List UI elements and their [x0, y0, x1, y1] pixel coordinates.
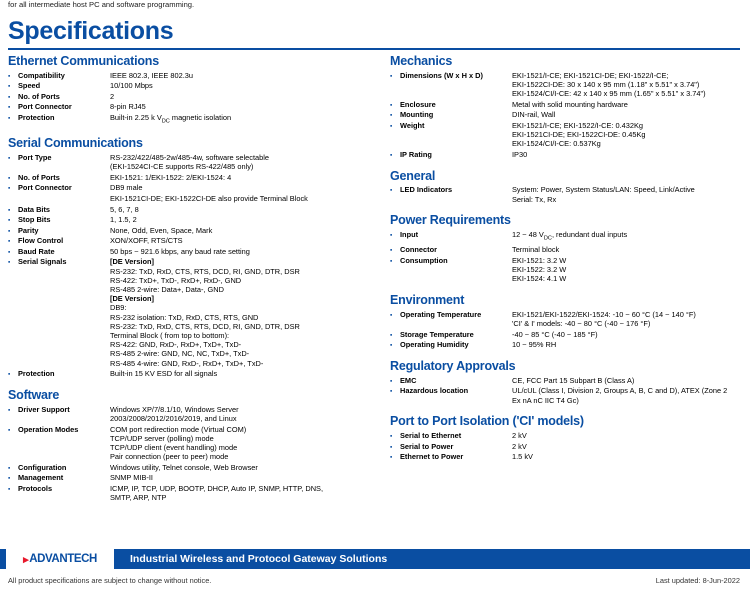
section-serial-communications [8, 136, 378, 379]
spec-label: Driver Support [18, 404, 70, 414]
spec-row [8, 424, 378, 462]
spec-row [390, 430, 742, 441]
spec-label: Dimensions (W x H x D) [400, 70, 483, 80]
spec-label: No. of Ports [18, 91, 60, 101]
spec-label: Port Connector [18, 183, 72, 193]
spec-value: XON/XOFF, RTS/CTS [110, 236, 183, 246]
section-port-to-port-isolation-ci-models [390, 414, 742, 462]
section-heading: Port to Port Isolation ('CI' models) [390, 414, 584, 429]
spec-row [8, 172, 378, 183]
spec-row [390, 245, 742, 256]
bullet-icon: ▪ [8, 174, 11, 182]
bullet-icon: ▪ [8, 104, 11, 112]
spec-label: Speed [18, 81, 41, 91]
spec-label: Input [400, 230, 419, 240]
bullet-icon: ▪ [390, 232, 393, 240]
spec-label: Weight [400, 120, 425, 130]
spec-row [8, 70, 378, 81]
spec-label: Storage Temperature [400, 329, 474, 339]
spec-value: DIN-rail, Wall [512, 110, 556, 120]
spec-value: 1, 1.5, 2 [110, 215, 137, 225]
bullet-icon: ▪ [8, 185, 11, 193]
spec-row [390, 375, 742, 386]
spec-label: Flow Control [18, 236, 64, 246]
spec-label: Connector [400, 245, 437, 255]
spec-value: 8-pin RJ45 [110, 102, 146, 112]
spec-label: Serial to Ethernet [400, 431, 462, 441]
bullet-icon: ▪ [8, 371, 11, 379]
spec-row [390, 309, 742, 329]
spec-table [390, 70, 742, 160]
bullet-icon: ▪ [390, 331, 393, 339]
spec-label: Port Type [18, 153, 52, 163]
spec-value: EKI-1521/EKI-1522/EKI-1524: -10 ~ 60 °C (14 ~ 140 °F) 'CI' & I' models: -40 ~ 80 °C (-40 ~ 176 °F) [512, 309, 696, 328]
footer-disclaimer: All product specifications are subject to change without notice. [8, 576, 212, 585]
spec-row [8, 462, 378, 473]
bullet-icon: ▪ [8, 72, 11, 80]
page-title: Specifications [8, 17, 174, 45]
bullet-icon: ▪ [390, 122, 393, 130]
spec-value: None, Odd, Even, Space, Mark [110, 225, 213, 235]
spec-value: UL/cUL (Class I, Division 2, Groups A, B, C and D), ATEX (Zone 2 Ex nA nC IIC T4 Gc) [512, 386, 728, 405]
spec-row [8, 483, 378, 503]
spec-row [8, 214, 378, 225]
spec-row [390, 386, 742, 406]
bullet-icon: ▪ [8, 217, 11, 225]
section-general [390, 169, 742, 205]
section-heading: Regulatory Approvals [390, 359, 516, 374]
spec-row [8, 473, 378, 484]
spec-row [390, 120, 742, 149]
spec-row [390, 255, 742, 284]
spec-value: Metal with solid mounting hardware [512, 99, 628, 109]
section-ethernet-communications [8, 54, 378, 127]
spec-row [8, 257, 378, 369]
spec-value: COM port redirection mode (Virtual COM) TCP/UDP server (polling) mode TCP/UDP client (event handling) mode Pair connection (peer to peer) mode [110, 424, 247, 462]
spec-value: EKI-1521/I-CE; EKI-1521CI-DE; EKI-1522/I-CE; EKI-1522CI-DE: 30 x 140 x 95 mm (1.18" x 5.51" x 3.74") EKI-1524/CI/I-CE: 42 x 140 x 95 mm (1.65" x 5.51" x 3.74") [512, 70, 706, 99]
spec-row [8, 236, 378, 247]
spec-value: Built-in 2.25 k $V_{DC}$ magnetic isolation [110, 113, 232, 125]
section-environment [390, 293, 742, 350]
bullet-icon: ▪ [8, 259, 11, 267]
spec-value: EKI-1521/I-CE; EKI-1522/I-CE: 0.432Kg EKI-1521CI-DE; EKI-1522CI-DE: 0.45Kg EKI-1524/CI/I-CE: 0.537Kg [512, 120, 646, 149]
bullet-icon: ▪ [390, 388, 393, 396]
spec-value: 5, 6, 7, 8 [110, 204, 139, 214]
spec-value: EKI-1521: 3.2 W EKI-1522: 3.2 W EKI-1524: 4.1 W [512, 255, 567, 284]
spec-row [390, 110, 742, 121]
spec-label: Port Connector [18, 102, 72, 112]
bullet-icon: ▪ [8, 238, 11, 246]
section-heading: Serial Communications [8, 136, 143, 151]
spec-label: Enclosure [400, 99, 436, 109]
spec-label: Management [18, 473, 64, 483]
section-heading: Software [8, 388, 60, 403]
spec-row [8, 204, 378, 215]
bullet-icon: ▪ [8, 83, 11, 91]
bullet-icon: ▪ [8, 155, 11, 163]
carryover-text: for all intermediate host PC and software programming. [8, 0, 195, 9]
bullet-icon: ▪ [390, 187, 393, 195]
spec-value: 50 bps ~ 921.6 kbps, any baud rate setting [110, 246, 250, 256]
spec-value: Windows XP/7/8.1/10, Windows Server 2003/2008/2012/2016/2019, and Linux [110, 404, 239, 424]
bullet-icon: ▪ [8, 93, 11, 101]
spec-value: RS-232/422/485-2w/485-4w, software selectable (EKI-1524CI-CE supports RS-422/485 only) [110, 153, 269, 172]
spec-value: System: Power, System Status/LAN: Speed, Link/Active Serial: Tx, Rx [512, 185, 695, 204]
section-heading: Ethernet Communications [8, 54, 159, 68]
spec-label: LED Indicators [400, 185, 453, 195]
footer-tagline: Industrial Wireless and Protocol Gateway Solutions [130, 553, 388, 565]
spec-label: Operating Humidity [400, 340, 469, 350]
spec-row [8, 369, 378, 380]
spec-table [8, 152, 378, 379]
spec-table [390, 430, 742, 462]
spec-row [390, 70, 742, 99]
spec-label [18, 193, 110, 204]
title-divider [8, 48, 740, 50]
spec-value: Terminal block [512, 245, 560, 255]
spec-value: 12 ~ 48 $V_{DC}$, redundant dual inputs [512, 230, 628, 242]
spec-row [8, 81, 378, 92]
spec-value: CE, FCC Part 15 Subpart B (Class A) [512, 375, 635, 385]
spec-value: -40 ~ 85 °C (-40 ~ 185 °F) [512, 329, 598, 339]
bullet-icon: ▪ [390, 101, 393, 109]
bullet-icon: ▪ [8, 426, 11, 434]
spec-value: DB9 male [110, 183, 143, 193]
spec-value: IEEE 802.3, IEEE 802.3u [110, 70, 193, 80]
spec-row [390, 329, 742, 340]
spec-value: [DE Version] RS-232: TxD, RxD, CTS, RTS, DCD, RI, GND, DTR, DSR RS-422: TxD+, TxD-, RxD+, RxD-, GND RS-485 2-wire: Data+, Data-, GND [DE Version] DB9: RS-232 isolation: TxD, RxD, CTS, RTS, GND RS-232: TxD, RxD, CTS, RTS, DCD, RI, GND, DTR, DSR Terminal Block ( from top to bottom): RS-422: GND, RxD-, RxD+, TxD+, TxD- RS-485 2-wire: GND, NC, NC, TxD+, TxD- RS-485 4-wire: GND, RxD-, RxD+, TxD+, TxD- [110, 257, 300, 368]
footer-bar [0, 549, 750, 569]
bullet-icon: ▪ [390, 247, 393, 255]
spec-label: Configuration [18, 462, 67, 472]
spec-row [8, 152, 378, 172]
bullet-icon: ▪ [390, 443, 393, 451]
spec-label: Serial Signals [18, 257, 67, 267]
spec-label: Ethernet to Power [400, 452, 464, 462]
spec-value: SNMP MIB-II [110, 473, 153, 483]
bullet-icon: ▪ [390, 72, 393, 80]
bullet-icon: ▪ [390, 151, 393, 159]
spec-label: IP Rating [400, 149, 432, 159]
spec-label: Data Bits [18, 204, 51, 214]
logo-chevron-icon: ▸ [23, 553, 29, 566]
spec-table [390, 229, 742, 284]
spec-label: Hazardous location [400, 386, 469, 396]
left-column [8, 54, 378, 512]
section-heading: General [390, 168, 436, 183]
spec-table [390, 375, 742, 405]
spec-value: EKI-1521: 1/EKI-1522: 2/EKI-1524: 4 [110, 172, 232, 182]
spec-value: 2 kV [512, 431, 527, 441]
spec-value: Built-in 15 KV ESD for all signals [110, 369, 218, 379]
spec-label: EMC [400, 375, 417, 385]
bullet-icon: ▪ [8, 464, 11, 472]
spec-table [8, 70, 378, 127]
spec-label: Operation Modes [18, 424, 79, 434]
bullet-icon: ▪ [8, 406, 11, 414]
bullet-icon: ▪ [8, 206, 11, 214]
spec-table [390, 309, 742, 350]
spec-label: Compatibility [18, 70, 65, 80]
bullet-icon: ▪ [390, 342, 393, 350]
bullet-icon: ▪ [8, 115, 11, 122]
bullet-icon [8, 193, 18, 204]
spec-value: Windows utility, Telnet console, Web Browser [110, 462, 258, 472]
spec-label: Stop Bits [18, 215, 51, 225]
bullet-icon: ▪ [390, 257, 393, 265]
spec-label: Parity [18, 225, 39, 235]
spec-table [8, 404, 378, 503]
section-heading: Mechanics [390, 54, 453, 68]
advantech-logo [6, 549, 114, 569]
spec-value: 2 [110, 91, 115, 101]
spec-value: EKI-1521CI-DE; EKI-1522CI-DE also provide Terminal Block [110, 193, 308, 203]
spec-table [390, 185, 742, 205]
spec-row [390, 441, 742, 452]
spec-row [390, 99, 742, 110]
spec-row [390, 229, 742, 244]
spec-value: 10 ~ 95% RH [512, 340, 557, 350]
spec-label: Baud Rate [18, 246, 55, 256]
bullet-icon: ▪ [390, 112, 393, 120]
advantech-logo-text: ADVANTECH [29, 553, 97, 565]
bullet-icon: ▪ [390, 311, 393, 319]
spec-label: Mounting [400, 110, 434, 120]
bullet-icon: ▪ [390, 377, 393, 385]
spec-label: Protocols [18, 483, 53, 493]
spec-row [8, 112, 378, 127]
spec-row [8, 193, 378, 204]
spec-value: ICMP, IP, TCP, UDP, BOOTP, DHCP, Auto IP, SNMP, HTTP, DNS, SMTP, ARP, NTP [110, 483, 324, 503]
spec-row [8, 404, 378, 424]
section-heading: Environment [390, 293, 465, 308]
spec-row [8, 91, 378, 102]
spec-value: 10/100 Mbps [110, 81, 153, 91]
footer-updated-date: Last updated: 8-Jun-2022 [655, 576, 740, 585]
spec-row [390, 185, 742, 205]
bullet-icon: ▪ [8, 227, 11, 235]
section-heading: Power Requirements [390, 213, 511, 228]
spec-value: IP30 [512, 149, 528, 159]
spec-row [8, 225, 378, 236]
spec-label: Consumption [400, 255, 448, 265]
spec-row [390, 149, 742, 160]
spec-value: 2 kV [512, 441, 527, 451]
spec-label: Serial to Power [400, 441, 454, 451]
bullet-icon: ▪ [8, 485, 11, 493]
spec-row [8, 183, 378, 194]
spec-label: Protection [18, 113, 55, 122]
spec-row [390, 452, 742, 463]
spec-value: 1.5 kV [512, 452, 533, 462]
spec-row [8, 246, 378, 257]
bullet-icon: ▪ [8, 248, 11, 256]
spec-row [8, 102, 378, 113]
bullet-icon: ▪ [390, 433, 393, 441]
section-mechanics [390, 54, 742, 160]
spec-row [390, 339, 742, 350]
spec-label: Operating Temperature [400, 309, 482, 319]
spec-label: Protection [18, 369, 55, 379]
right-column [390, 54, 742, 471]
section-software [8, 388, 378, 503]
section-regulatory-approvals [390, 359, 742, 405]
section-power-requirements [390, 213, 742, 284]
spec-label: No. of Ports [18, 172, 60, 182]
bullet-icon: ▪ [8, 475, 11, 483]
bullet-icon: ▪ [390, 454, 393, 462]
